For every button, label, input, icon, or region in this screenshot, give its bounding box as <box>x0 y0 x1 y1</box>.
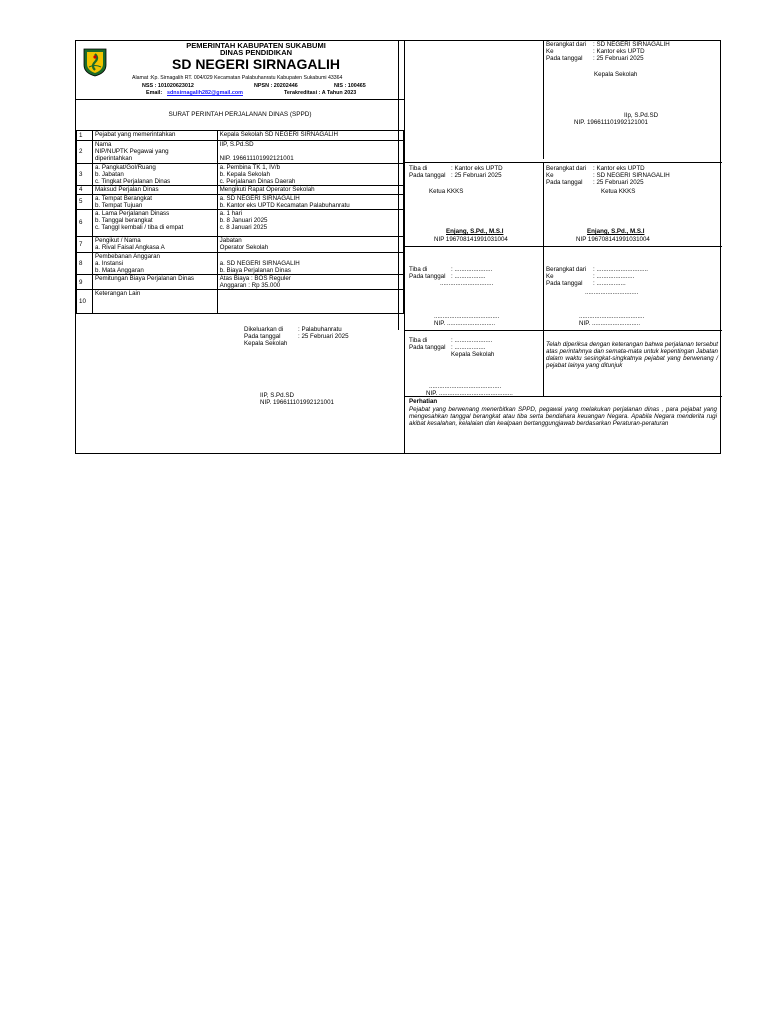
row-label <box>92 236 217 252</box>
issued-date-label: Pada tanggal <box>244 333 281 340</box>
table-row <box>77 164 404 186</box>
issued-place-label: Dikeluarkan di <box>244 326 284 333</box>
table-row <box>77 290 404 314</box>
row-value-line: a. SD NEGERI SIRNAGALIH <box>219 259 300 267</box>
issued-date: : 25 Februari 2025 <box>298 333 349 340</box>
email-label: Email: <box>146 90 163 96</box>
row-value-line: NIP. 196611101992121001 <box>219 155 294 163</box>
row-value-line: IIP, S.Pd.SD <box>219 141 254 148</box>
gov-name: PEMERINTAH KABUPATEN SUKABUMI <box>186 41 326 50</box>
row-value <box>217 141 403 164</box>
row-label <box>92 141 217 164</box>
b1-from: : SD NEGERI SIRNAGALIH <box>593 41 670 48</box>
row-label-line: a. Pangkat/Gol/Ruang <box>94 164 156 171</box>
table-row <box>77 275 404 290</box>
b2l-nip: NIP 196708141991031004 <box>434 236 508 243</box>
row-label-line: a. Rival Faisal Angkasa A <box>94 243 165 251</box>
b3l-dots: ............................... <box>440 280 494 287</box>
row-number: 10 <box>77 290 93 314</box>
email-link[interactable]: sdnsirnagalih282@gmail.com <box>167 90 243 96</box>
right-row-divider-1 <box>404 162 722 163</box>
row-value <box>217 194 403 209</box>
row-value-line: b. Kantor eks UPTD Kecamatan Palabuhanratu <box>219 201 350 209</box>
b3r-sign-dots: ...................................... <box>579 313 645 320</box>
row-value <box>217 275 403 290</box>
b2r-to-label: Ke <box>546 172 554 179</box>
b4l-arrive-label: Tiba di <box>409 337 428 344</box>
b1-role: Kepala Sekolah <box>594 71 638 78</box>
row-label <box>92 290 217 314</box>
b3r-from-label: Berangkat dari <box>546 266 587 273</box>
b2l-date-label: Pada tanggal <box>409 172 446 179</box>
row-label-line: Keterangan Lain <box>94 290 141 298</box>
row-value-line: Kepala Sekolah SD NEGERI SIRNAGALIH <box>219 131 338 138</box>
row-label <box>92 209 217 236</box>
b1-from-label: Berangkat dari <box>546 41 587 48</box>
b3l-nip: NIP. ............................ <box>434 320 496 327</box>
b4l-date: : .................. <box>451 344 486 351</box>
nis: NIS : 100465 <box>334 83 366 89</box>
dept-name: DINAS PENDIDIKAN <box>219 48 293 57</box>
b1-to: : Kantor eks UPTD <box>593 48 645 55</box>
row-value-line: a. SD NEGERI SIRNAGALIH <box>219 194 300 202</box>
issued-place: : Palabuhanratu <box>298 326 342 333</box>
row-value-line: Operator Sekolah <box>219 243 269 251</box>
right-divider-bottom <box>543 163 544 396</box>
table-row <box>77 236 404 252</box>
b2r-role: Ketua KKKS <box>601 188 636 195</box>
b1-nip: NIP. 196611101992121001 <box>574 119 648 126</box>
b2l-name: Enjang, S.Pd., M.S.I <box>446 228 504 235</box>
right-row-divider-3 <box>404 330 722 331</box>
table-row <box>77 141 404 164</box>
row-label-line: Pejabat yang memerintahkan <box>94 131 176 138</box>
b2r-to: : SD NEGERI SIRNAGALIH <box>593 172 670 179</box>
table-row <box>77 209 404 236</box>
row-value-line: b. Kepala Sekolah <box>219 171 270 179</box>
row-value-line: a. Pembina TK 1, IV/b <box>219 164 281 171</box>
b1-date-label: Pada tanggal <box>546 55 583 62</box>
center-divider <box>404 41 405 453</box>
row-label-line: b. Tanggal berangkat <box>94 216 153 224</box>
left-panel-border <box>398 41 399 330</box>
row-value-line: Atas Biaya : BOS Reguler <box>219 275 291 283</box>
row-label-line: b. Tempat Tujuan <box>94 201 143 209</box>
row-value <box>217 209 403 236</box>
b4l-nip: NIP. ........................................... <box>426 390 513 397</box>
b2l-arrive-label: Tiba di <box>409 165 428 172</box>
sppd-document <box>75 40 721 454</box>
b3r-from: : .............................. <box>593 266 649 273</box>
row-label <box>92 164 217 186</box>
row-label <box>92 275 217 290</box>
row-label <box>92 194 217 209</box>
b1-date: : 25 Februari 2025 <box>593 55 644 62</box>
table-row <box>77 194 404 209</box>
row-label-line: a. Tempat Berangkat <box>94 194 152 202</box>
row-label-line: Nama <box>94 141 112 148</box>
row-number: 6 <box>77 209 93 236</box>
header-divider <box>76 99 404 100</box>
row-label-line: diperintahkan <box>94 155 133 163</box>
row-number: 5 <box>77 194 93 209</box>
issued-role: Kepala Sekolah <box>244 340 288 347</box>
table-row <box>77 131 404 141</box>
row-label-line: Pemitungan Biaya Perjalanan Dinas <box>94 275 194 283</box>
row-value-line: c. 8 Januari 2025 <box>219 224 268 231</box>
row-value <box>217 186 403 194</box>
b3l-arrive: : ...................... <box>451 266 493 273</box>
b2r-from: : Kantor eks UPTD <box>593 165 645 172</box>
row-label-line: b. Jabatan <box>94 171 124 179</box>
b2r-nip: NIP 196708141991031004 <box>576 236 650 243</box>
row-label-line: Pembebanan Anggaran <box>94 252 160 260</box>
b3r-nip: NIP. ............................ <box>579 320 641 327</box>
row-number: 4 <box>77 186 93 194</box>
row-value <box>217 290 403 314</box>
nss: NSS : 101020623012 <box>142 83 194 89</box>
row-number: 9 <box>77 275 93 290</box>
attention-title: Perhatian <box>409 398 438 405</box>
school-address: Alamat :Kp. Sirnagalih RT. 004/029 Kecamatan Palabuhanratu Kabupaten Sukabumi 43364 <box>132 75 343 81</box>
row-label-line: a. Lama Perjalanan Dinass <box>94 209 170 217</box>
row-number: 7 <box>77 236 93 252</box>
b3r-to-label: Ke <box>546 273 554 280</box>
right-divider-top <box>543 41 544 159</box>
b3l-sign-dots: ...................................... <box>434 313 500 320</box>
row-value-line: b. Biaya Perjalanan Dinas <box>219 266 291 274</box>
b2l-role: Ketua KKKS <box>429 188 464 195</box>
row-value-line: a. 1 hari <box>219 209 243 217</box>
b2r-name: Enjang, S.Pd., M.S.I <box>587 228 645 235</box>
b1-name: IIp, S.Pd.SD <box>624 112 659 119</box>
b4l-arrive: : ...................... <box>451 337 493 344</box>
attention-text: Pejabat yang berwenang menerbitkan SPPD, pegawai yang melakukan perjalanan dinas , para pejabat yang mengesahkan tanggal berangkat atau tiba serta bendahara keuangan Negara. Apabila Negara menderita rugi akibat kesalahan, kelalaian dan kealpaan bertanggungjawab berdasarkan Peraturan-peraturan <box>409 406 717 428</box>
row-value-line <box>220 148 401 155</box>
b2l-date: : 25 Februari 2025 <box>451 172 502 179</box>
table-row <box>77 252 404 274</box>
row-number: 8 <box>77 252 93 274</box>
row-label <box>92 186 217 194</box>
b3r-date: : ................. <box>593 280 626 287</box>
sukabumi-logo-icon <box>82 47 108 77</box>
document-title: SURAT PERINTAH PERJALANAN DINAS (SPPD) <box>168 111 312 118</box>
b4l-date-label: Pada tanggal <box>409 344 446 351</box>
row-value <box>217 236 403 252</box>
accreditation: Terakreditasi : A Tahun 2023 <box>284 90 357 96</box>
right-row-divider-2 <box>404 246 722 247</box>
b4r-verification-text: Telah diperiksa dengan keterangan bahwa perjalanan tersebut atas perintahnya dan semata-mata untuk kepentingan Jabatan dalam waktu sesingkat-singkatnya pejabat yang berwenang / pejabat lainya yang ditunjuk <box>546 341 718 370</box>
b3l-arrive-label: Tiba di <box>409 266 428 273</box>
row-label-line: Pengikut / Nama <box>94 236 141 244</box>
b3l-date-label: Pada tanggal <box>409 273 446 280</box>
b2r-date: : 25 Februari 2025 <box>593 179 644 186</box>
b2r-from-label: Berangkat dari <box>546 165 587 172</box>
b3r-to: : ...................... <box>593 273 635 280</box>
row-label-line: NIP/NUPTK Pegawai yang <box>94 148 169 156</box>
row-value-line: Anggaran : Rp 35.000 <box>219 282 281 290</box>
row-value <box>217 131 403 141</box>
b3l-date: : .................. <box>451 273 486 280</box>
row-label-line: c. Tingkat Perjalanan Dinas <box>94 178 171 186</box>
row-label-line: Maksud Perjalan Dinas <box>94 186 159 194</box>
row-value <box>217 252 403 274</box>
row-value-line: b. 8 Januari 2025 <box>219 216 268 224</box>
row-label <box>92 252 217 274</box>
row-label <box>92 131 217 141</box>
row-value-line: Mengikuti Rapat Operator Sekolah <box>219 186 315 194</box>
row-number: 2 <box>77 141 93 164</box>
row-value-line: Jabatan <box>219 236 242 244</box>
row-value <box>217 164 403 186</box>
npsn: NPSN : 20202446 <box>254 83 298 89</box>
b2r-date-label: Pada tanggal <box>546 179 583 186</box>
table-row <box>77 186 404 194</box>
row-number: 3 <box>77 164 93 186</box>
row-value-line <box>220 253 401 260</box>
b3r-dots: ............................... <box>585 289 639 296</box>
sppd-table <box>76 130 404 314</box>
issued-signer-name: IIP, S.Pd.SD <box>260 392 294 399</box>
b3r-date-label: Pada tanggal <box>546 280 583 287</box>
row-label-line: b. Mata Anggaran <box>94 267 144 274</box>
row-value-line: c. Perjalanan Dinas Daerah <box>219 178 296 186</box>
row-label-line: a. Instansi <box>94 259 124 267</box>
school-name: SD NEGERI SIRNAGALIH <box>171 56 340 72</box>
b4l-sign-dots: .......................................... <box>429 383 502 390</box>
row-value-line <box>220 290 401 297</box>
b4l-role: Kepala Sekolah <box>451 351 495 358</box>
issued-signer-nip: NIP. 196611101992121001 <box>260 399 334 406</box>
row-label-line: c. Tanggl kembali / tiba di empat <box>94 224 184 231</box>
row-number: 1 <box>77 131 93 141</box>
b1-to-label: Ke <box>546 48 554 55</box>
b2l-arrive: : Kantor eks UPTD <box>451 165 503 172</box>
